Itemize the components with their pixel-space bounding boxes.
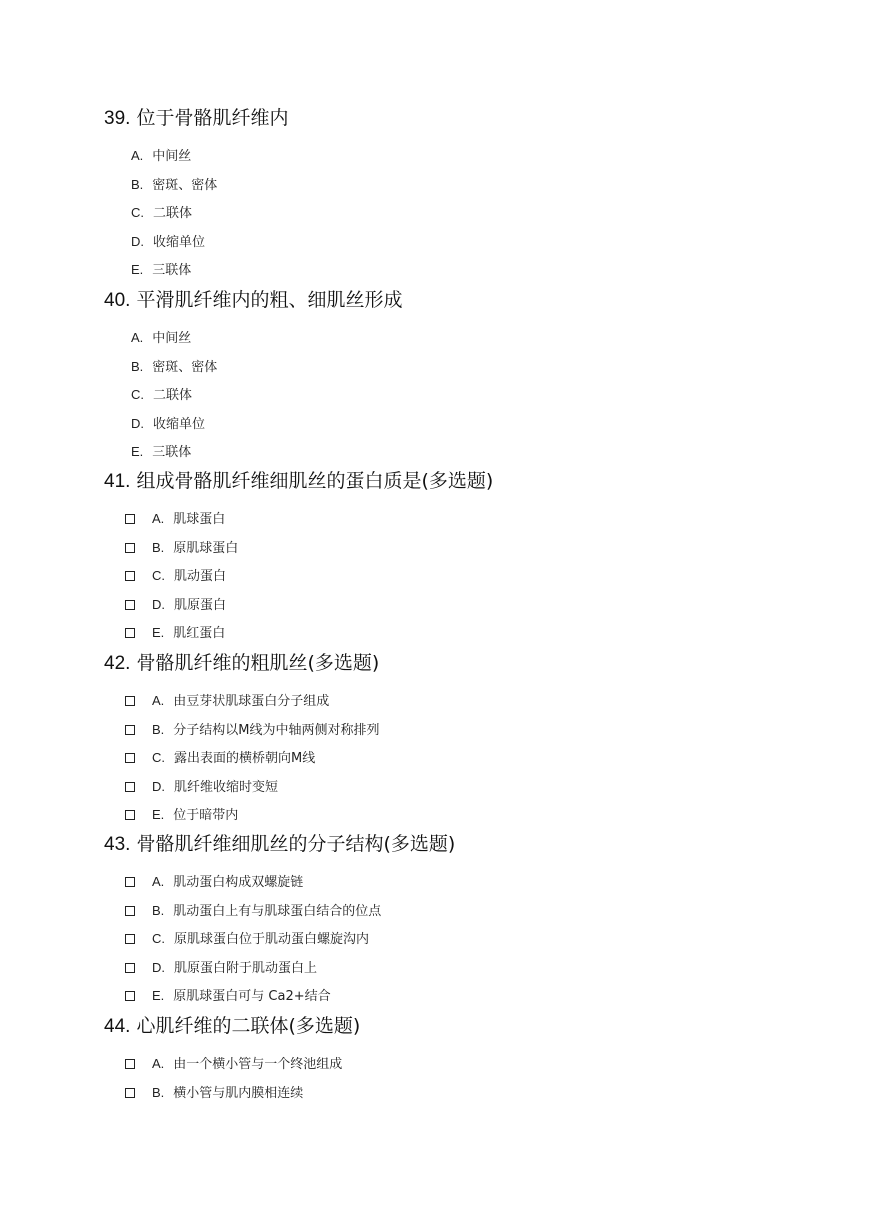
option-text: 露出表面的横桥朝向M线 xyxy=(174,751,316,766)
option-text: 位于暗带内 xyxy=(173,808,239,823)
option-letter: E. xyxy=(131,444,144,459)
question-number: 39. xyxy=(104,108,131,129)
option-letter: E. xyxy=(152,807,165,822)
option-letter: A. xyxy=(131,148,144,163)
option-letter: B. xyxy=(152,902,165,918)
answer-option[interactable] xyxy=(125,721,380,740)
option-text: 分子结构以M线为中轴两侧对称排列 xyxy=(173,722,380,738)
checkbox-icon[interactable] xyxy=(125,877,135,887)
checkbox-icon[interactable] xyxy=(125,725,135,735)
answer-option[interactable] xyxy=(131,358,217,377)
answer-option[interactable] xyxy=(131,386,192,405)
question-number: 44. xyxy=(104,1016,131,1037)
option-letter: D. xyxy=(131,233,144,249)
option-text: 三联体 xyxy=(152,445,192,460)
option-letter: A. xyxy=(131,330,144,345)
option-letter: A. xyxy=(152,693,165,708)
option-letter: C. xyxy=(152,568,165,583)
answer-option[interactable] xyxy=(125,596,226,615)
option-text: 肌动蛋白构成双螺旋链 xyxy=(173,875,304,890)
option-text: 二联体 xyxy=(153,388,193,403)
option-text: 横小管与肌内膜相连续 xyxy=(173,1085,304,1101)
answer-option[interactable] xyxy=(125,987,331,1006)
option-letter: D. xyxy=(152,778,165,794)
answer-option[interactable] xyxy=(131,443,191,462)
option-text: 原肌球蛋白位于肌动蛋白螺旋沟内 xyxy=(174,932,370,947)
answer-option[interactable] xyxy=(125,692,329,711)
option-letter: A. xyxy=(152,1056,165,1071)
answer-option[interactable] xyxy=(131,261,191,280)
answer-option[interactable] xyxy=(131,233,205,252)
option-letter: B. xyxy=(152,1084,165,1100)
option-text: 肌红蛋白 xyxy=(173,626,226,641)
option-letter: B. xyxy=(131,358,144,374)
option-letter: C. xyxy=(131,205,144,220)
checkbox-icon[interactable] xyxy=(125,963,135,973)
option-letter: E. xyxy=(152,625,165,640)
option-text: 中间丝 xyxy=(152,331,192,346)
checkbox-icon[interactable] xyxy=(125,571,135,581)
option-letter: D. xyxy=(152,959,165,975)
answer-option[interactable] xyxy=(125,873,303,892)
option-letter: C. xyxy=(152,931,165,946)
question-title xyxy=(104,469,493,494)
question-title xyxy=(104,288,402,313)
answer-option[interactable] xyxy=(125,510,225,529)
question-number: 40. xyxy=(104,290,131,311)
option-text: 原肌球蛋白 xyxy=(173,540,239,556)
answer-option[interactable] xyxy=(125,624,225,643)
question-text: 骨骼肌纤维的粗肌丝(多选题) xyxy=(136,652,380,674)
checkbox-icon[interactable] xyxy=(125,810,135,820)
answer-option[interactable] xyxy=(125,539,238,558)
checkbox-icon[interactable] xyxy=(125,1059,135,1069)
answer-option[interactable] xyxy=(125,1084,303,1103)
question-number: 43. xyxy=(104,834,131,855)
option-letter: C. xyxy=(152,750,165,765)
option-text: 肌原蛋白附于肌动蛋白上 xyxy=(174,960,318,976)
checkbox-icon[interactable] xyxy=(125,543,135,553)
answer-option[interactable] xyxy=(131,204,192,223)
option-text: 肌球蛋白 xyxy=(173,512,226,527)
option-letter: D. xyxy=(131,415,144,431)
option-letter: B. xyxy=(131,176,144,192)
answer-option[interactable] xyxy=(131,176,217,195)
option-letter: E. xyxy=(152,988,165,1003)
checkbox-icon[interactable] xyxy=(125,991,135,1001)
option-text: 密斑、密体 xyxy=(152,177,218,193)
answer-option[interactable] xyxy=(125,930,369,949)
answer-option[interactable] xyxy=(131,147,191,166)
question-text: 心肌纤维的二联体(多选题) xyxy=(136,1015,361,1037)
answer-option[interactable] xyxy=(131,329,191,348)
answer-option[interactable] xyxy=(125,778,278,797)
checkbox-icon[interactable] xyxy=(125,906,135,916)
option-text: 原肌球蛋白可与 Ca2+结合 xyxy=(173,989,331,1004)
checkbox-icon[interactable] xyxy=(125,600,135,610)
option-text: 由豆芽状肌球蛋白分子组成 xyxy=(173,694,330,709)
option-letter: E. xyxy=(131,262,144,277)
answer-option[interactable] xyxy=(125,1055,342,1074)
answer-option[interactable] xyxy=(125,749,315,768)
option-text: 三联体 xyxy=(152,263,192,278)
option-text: 二联体 xyxy=(153,206,193,221)
question-title xyxy=(104,651,379,676)
checkbox-icon[interactable] xyxy=(125,782,135,792)
checkbox-icon[interactable] xyxy=(125,514,135,524)
option-text: 肌动蛋白上有与肌球蛋白结合的位点 xyxy=(173,903,382,919)
checkbox-icon[interactable] xyxy=(125,628,135,638)
question-text: 平滑肌纤维内的粗、细肌丝形成 xyxy=(136,289,403,311)
option-letter: A. xyxy=(152,511,165,526)
answer-option[interactable] xyxy=(125,902,381,921)
option-text: 密斑、密体 xyxy=(152,359,218,375)
checkbox-icon[interactable] xyxy=(125,934,135,944)
option-text: 肌原蛋白 xyxy=(174,597,227,613)
option-letter: B. xyxy=(152,539,165,555)
option-text: 收缩单位 xyxy=(153,234,206,250)
question-title xyxy=(104,832,455,857)
answer-option[interactable] xyxy=(131,415,205,434)
option-text: 中间丝 xyxy=(152,149,192,164)
option-letter: B. xyxy=(152,721,165,737)
option-text: 肌动蛋白 xyxy=(174,569,227,584)
answer-option[interactable] xyxy=(125,806,238,825)
question-text: 组成骨骼肌纤维细肌丝的蛋白质是(多选题) xyxy=(136,470,494,492)
question-text: 骨骼肌纤维细肌丝的分子结构(多选题) xyxy=(136,833,456,855)
question-title xyxy=(104,1014,360,1039)
checkbox-icon[interactable] xyxy=(125,753,135,763)
option-letter: C. xyxy=(131,387,144,402)
option-letter: D. xyxy=(152,596,165,612)
question-title xyxy=(104,106,288,131)
question-text: 位于骨骼肌纤维内 xyxy=(136,107,289,129)
answer-option[interactable] xyxy=(125,959,317,978)
question-number: 42. xyxy=(104,653,131,674)
option-text: 收缩单位 xyxy=(153,416,206,432)
question-number: 41. xyxy=(104,471,131,492)
option-text: 肌纤维收缩时变短 xyxy=(174,779,279,795)
checkbox-icon[interactable] xyxy=(125,1088,135,1098)
checkbox-icon[interactable] xyxy=(125,696,135,706)
option-letter: A. xyxy=(152,874,165,889)
answer-option[interactable] xyxy=(125,567,226,586)
option-text: 由一个横小管与一个终池组成 xyxy=(173,1057,343,1072)
